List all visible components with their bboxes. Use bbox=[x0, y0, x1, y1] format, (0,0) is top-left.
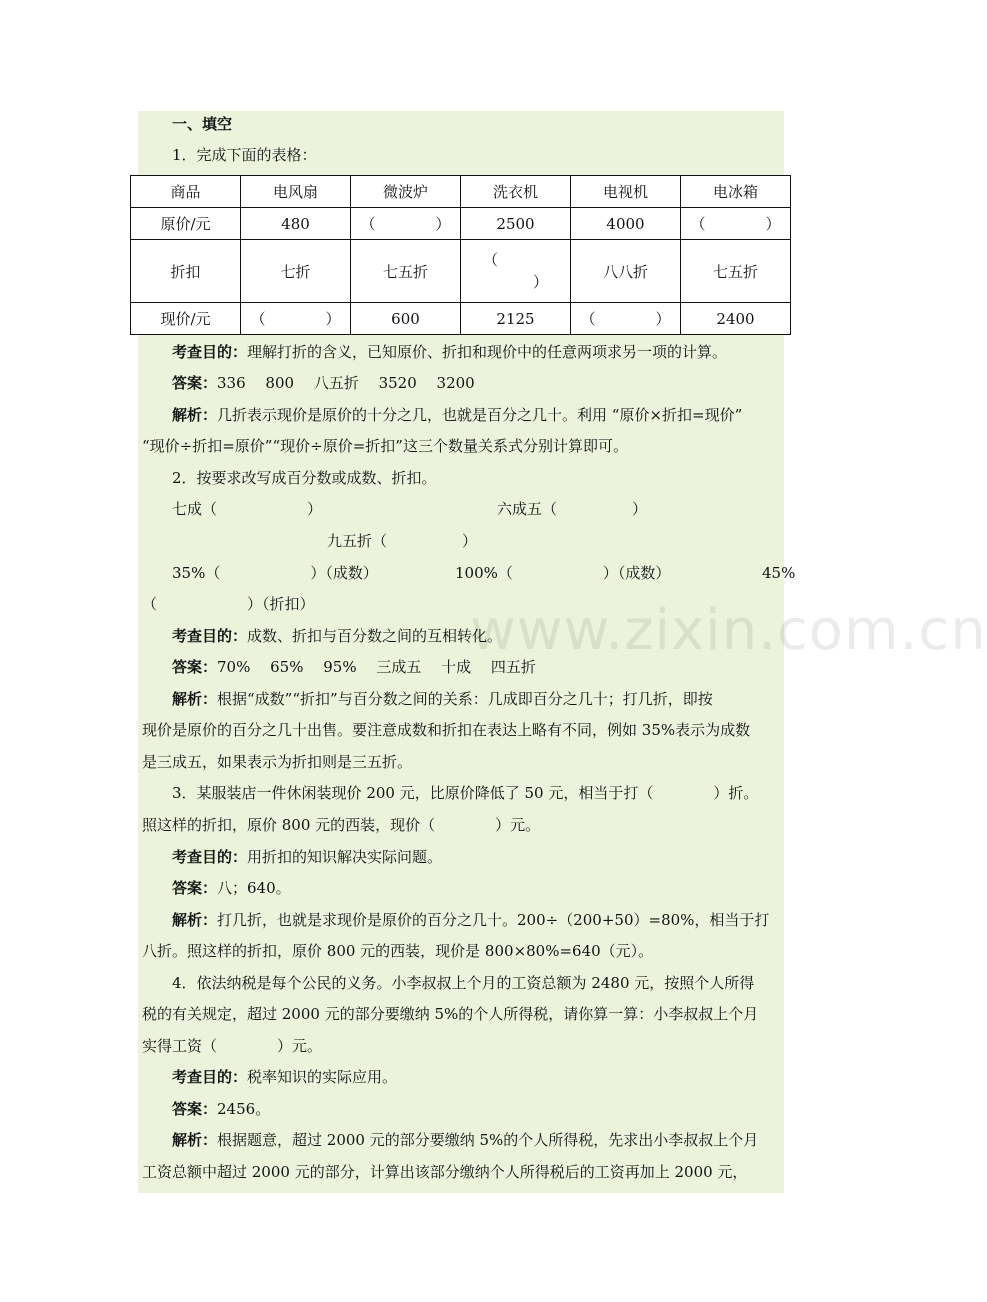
q2-answer bbox=[172, 657, 536, 677]
analysis-text: 根据题意，超过 2000 元的部分要缴纳 5%的个人所得税，先求出小李叔叔上个月 bbox=[217, 1131, 759, 1149]
table-row bbox=[131, 208, 791, 240]
purpose-text: 理解打折的含义，已知原价、折扣和现价中的任意两项求另一项的计算。 bbox=[247, 343, 728, 361]
table-cell: 微波炉 bbox=[351, 176, 461, 208]
q1-answer bbox=[172, 373, 475, 393]
table-cell: 商品 bbox=[131, 176, 241, 208]
table-cell: 七五折 bbox=[351, 240, 461, 303]
table-cell: 洗衣机 bbox=[461, 176, 571, 208]
table-cell: 折扣 bbox=[131, 240, 241, 303]
answer-text: 2456。 bbox=[217, 1100, 271, 1118]
table-cell: 2400 bbox=[681, 303, 791, 335]
table-cell: 原价/元 bbox=[131, 208, 241, 240]
table-row bbox=[131, 303, 791, 335]
q4-stem-cont: 实得工资（ ）元。 bbox=[142, 1037, 323, 1055]
table-cell: （ ） bbox=[241, 303, 351, 335]
answer-text: 八；640。 bbox=[217, 879, 291, 897]
q2-item: （ ）（折扣） bbox=[142, 595, 315, 613]
answer-label: 答案： bbox=[172, 658, 218, 676]
analysis-text: 打几折，也就是求现价是原价的百分之几十。200÷（200+50）=80%，相当于打 bbox=[217, 911, 770, 929]
table-cell: （ ） bbox=[571, 303, 681, 335]
q2-item: 45% bbox=[762, 564, 796, 582]
purpose-text: 税率知识的实际应用。 bbox=[247, 1068, 398, 1086]
q1-purpose bbox=[172, 342, 727, 362]
analysis-label: 解析： bbox=[172, 690, 218, 708]
table-cell: 600 bbox=[351, 303, 461, 335]
q3-analysis-cont: 八折。照这样的折扣，原价 800 元的西装，现价是 800×80%=640（元）。 bbox=[142, 942, 654, 960]
q3-answer bbox=[172, 878, 291, 898]
table-cell: 现价/元 bbox=[131, 303, 241, 335]
analysis-label: 解析： bbox=[172, 1131, 218, 1149]
q2-purpose bbox=[172, 626, 502, 646]
purpose-text: 成数、折扣与百分数之间的互相转化。 bbox=[247, 627, 503, 645]
q3-stem: 3．某服装店一件休闲装现价 200 元，比原价降低了 50 元，相当于打（ ）折。 bbox=[172, 784, 759, 802]
q2-item: 九五折（ ） bbox=[327, 532, 478, 550]
q2-analysis-cont: 现价是原价的百分之几十出售。要注意成数和折扣在表达上略有不同，例如 35%表示为成数 bbox=[142, 721, 751, 739]
table-cell: 电冰箱 bbox=[681, 176, 791, 208]
q4-analysis bbox=[172, 1130, 758, 1150]
answer-text: 336 800 八五折 3520 3200 bbox=[217, 374, 475, 392]
purpose-label: 考查目的： bbox=[172, 848, 248, 866]
q4-analysis-cont: 工资总额中超过 2000 元的部分，计算出该部分缴纳个人所得税后的工资再加上 2000 元， bbox=[142, 1163, 748, 1181]
split-open: （ bbox=[483, 251, 499, 269]
table-cell: （ ） bbox=[681, 208, 791, 240]
purpose-label: 考查目的： bbox=[172, 1068, 248, 1086]
analysis-label: 解析： bbox=[172, 911, 218, 929]
q1-analysis-cont: “现价÷折扣=原价”“现价÷原价=折扣”这三个数量关系式分别计算即可。 bbox=[142, 437, 628, 455]
q2-item: 六成五（ ） bbox=[497, 500, 648, 518]
table-cell: 七五折 bbox=[681, 240, 791, 303]
q3-stem-cont: 照这样的折扣，原价 800 元的西装，现价（ ）元。 bbox=[142, 816, 541, 834]
table-row bbox=[131, 176, 791, 208]
purpose-label: 考查目的： bbox=[172, 627, 248, 645]
q1-analysis bbox=[172, 405, 742, 425]
table-cell: 4000 bbox=[571, 208, 681, 240]
answer-label: 答案： bbox=[172, 374, 218, 392]
split-paren bbox=[461, 249, 570, 293]
q2-item: 100%（ ）（成数） bbox=[455, 564, 671, 582]
price-table bbox=[130, 175, 791, 335]
q4-purpose bbox=[172, 1067, 397, 1087]
q4-answer bbox=[172, 1099, 270, 1119]
answer-label: 答案： bbox=[172, 1100, 218, 1118]
table-row bbox=[131, 240, 791, 303]
table-cell: 2500 bbox=[461, 208, 571, 240]
watermark: www.zixin.com.cn bbox=[470, 598, 987, 663]
table-cell: 电风扇 bbox=[241, 176, 351, 208]
q1-stem: 1．完成下面的表格： bbox=[172, 146, 317, 164]
q2-analysis bbox=[172, 689, 713, 709]
table-cell: 电视机 bbox=[571, 176, 681, 208]
q4-stem-cont: 税的有关规定，超过 2000 元的部分要缴纳 5%的个人所得税，请你算一算：小李叔叔上个月 bbox=[142, 1005, 759, 1023]
table-cell: 480 bbox=[241, 208, 351, 240]
table-cell: 八八折 bbox=[571, 240, 681, 303]
analysis-text: 几折表示现价是原价的十分之几，也就是百分之几十。利用 “原价×折扣=现价” bbox=[217, 406, 743, 424]
split-close: ） bbox=[532, 273, 548, 291]
purpose-label: 考查目的： bbox=[172, 343, 248, 361]
answer-label: 答案： bbox=[172, 879, 218, 897]
q2-stem: 2．按要求改写成百分数或成数、折扣。 bbox=[172, 469, 437, 487]
q2-item: 35%（ ）（成数） bbox=[172, 564, 378, 582]
q2-analysis-cont: 是三成五，如果表示为折扣则是三五折。 bbox=[142, 753, 413, 771]
q3-analysis bbox=[172, 910, 769, 930]
analysis-label: 解析： bbox=[172, 406, 218, 424]
answer-text: 70% 65% 95% 三成五 十成 四五折 bbox=[217, 658, 536, 676]
q4-stem: 4．依法纳税是每个公民的义务。小李叔叔上个月的工资总额为 2480 元，按照个人所得 bbox=[172, 974, 755, 992]
q2-item: 七成（ ） bbox=[172, 500, 323, 518]
section-title: 一、填空 bbox=[172, 115, 233, 133]
q3-purpose bbox=[172, 847, 442, 867]
table-cell-split bbox=[461, 240, 571, 303]
table-cell: 2125 bbox=[461, 303, 571, 335]
table-cell: （ ） bbox=[351, 208, 461, 240]
purpose-text: 用折扣的知识解决实际问题。 bbox=[247, 848, 443, 866]
table-cell: 七折 bbox=[241, 240, 351, 303]
analysis-text: 根据“成数”“折扣”与百分数之间的关系：几成即百分之几十；打几折，即按 bbox=[217, 690, 713, 708]
